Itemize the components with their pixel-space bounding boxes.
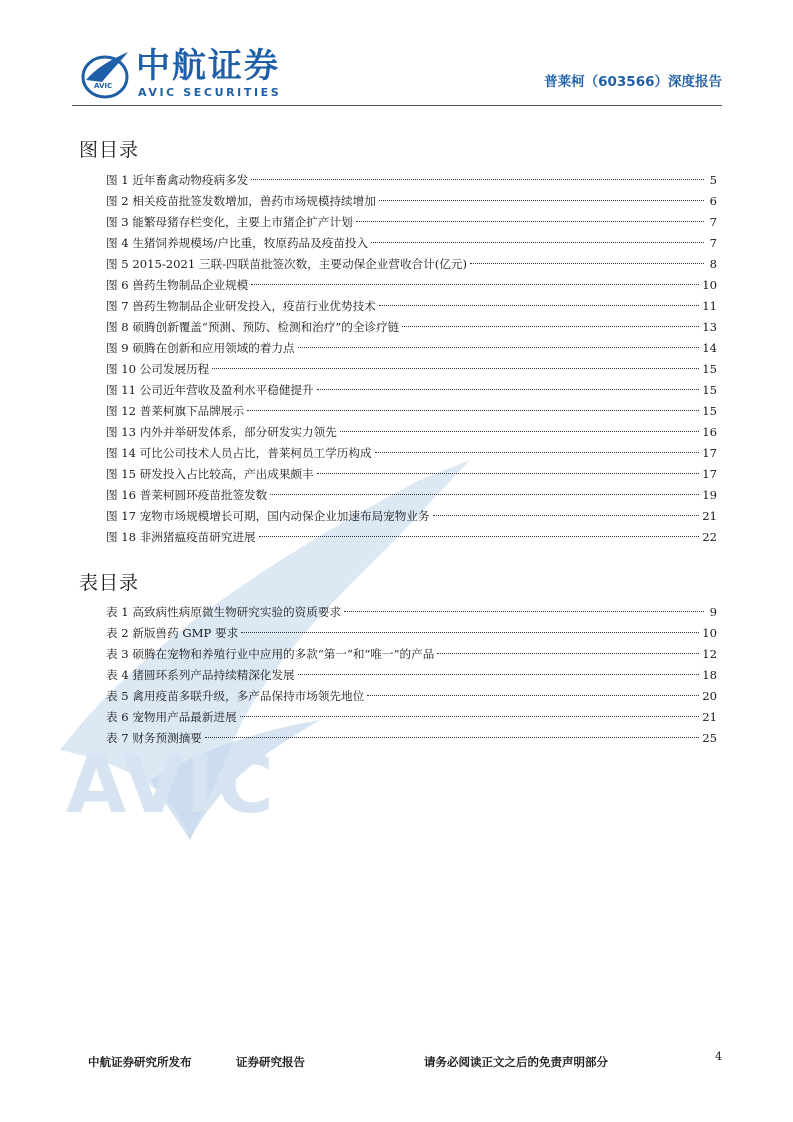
toc-entry-page: 5 [709, 173, 717, 187]
toc-entry-label: 表 1 高致病性病原微生物研究实验的资质要求 [106, 605, 342, 619]
toc-entry-label: 图 13 内外并举研发体系，部分研发实力领先 [106, 425, 337, 439]
toc-entry-label: 图 11 公司近年营收及盈利水平稳健提升 [106, 383, 314, 397]
toc-entry-label: 图 14 可比公司技术人员占比，普莱柯员工学历构成 [106, 446, 372, 460]
toc-entry[interactable] [106, 212, 717, 233]
logo-english-name: AVIC SECURITIES [138, 86, 282, 99]
toc-entry-page: 10 [702, 278, 717, 292]
toc-entry[interactable] [106, 170, 717, 191]
toc-dot-leader [402, 326, 699, 327]
toc-entry-label: 表 4 猪圆环系列产品持续精深化发展 [106, 668, 295, 682]
toc-dot-leader [433, 515, 700, 516]
toc-entry-label: 图 2 相关疫苗批签发数增加，兽药市场规模持续增加 [106, 194, 376, 208]
toc-dot-leader [375, 452, 700, 453]
toc-entry-page: 18 [702, 668, 717, 682]
toc-dot-leader [344, 611, 704, 612]
toc-entry-page: 8 [709, 257, 717, 271]
toc-dot-leader [298, 674, 700, 675]
toc-dot-leader [437, 653, 699, 654]
toc-dot-leader [251, 284, 699, 285]
toc-entry-page: 22 [702, 530, 717, 544]
toc-entry-page: 15 [702, 383, 717, 397]
toc-entry-page: 15 [702, 362, 717, 376]
toc-dot-leader [317, 473, 700, 474]
toc-entry-label: 图 9 硕腾在创新和应用领域的着力点 [106, 341, 295, 355]
toc-entry-label: 图 7 兽药生物制品企业研发投入，疫苗行业优势技术 [106, 299, 376, 313]
toc-entry[interactable] [106, 665, 717, 686]
toc-entry-page: 7 [709, 215, 717, 229]
toc-entry-page: 19 [702, 488, 717, 502]
avic-logo-icon [80, 50, 130, 100]
report-title: 普莱柯（603566）深度报告 [544, 74, 722, 90]
toc-entry-label: 图 10 公司发展历程 [106, 362, 210, 376]
toc-entry-page: 14 [702, 341, 717, 355]
toc-dot-leader [259, 536, 700, 537]
toc-entry[interactable] [106, 401, 717, 422]
toc-entry-label: 表 2 新版兽药 GMP 要求 [106, 626, 239, 640]
toc-entry[interactable] [106, 506, 717, 527]
toc-dot-leader [371, 242, 704, 243]
toc-entry-label: 图 3 能繁母猪存栏变化，主要上市猪企扩产计划 [106, 215, 353, 229]
toc-entry-label: 图 4 生猪饲养规模场/户比重，牧原药品及疫苗投入 [106, 236, 369, 250]
toc-entry-page: 13 [702, 320, 717, 334]
toc-entry[interactable] [106, 233, 717, 254]
toc-dot-leader [251, 179, 704, 180]
toc-entry-label: 表 5 禽用疫苗多联升级，多产品保持市场领先地位 [106, 689, 365, 703]
tables-toc-list [106, 602, 717, 749]
toc-entry[interactable] [106, 443, 717, 464]
toc-entry-label: 表 3 硕腾在宠物和养殖行业中应用的多款“第一”和“唯一”的产品 [106, 647, 435, 661]
toc-entry-label: 图 5 2015-2021 三联-四联苗批签次数，主要动保企业营收合计(亿元) [106, 257, 467, 271]
toc-dot-leader [379, 200, 704, 201]
toc-entry[interactable] [106, 317, 717, 338]
toc-entry[interactable] [106, 338, 717, 359]
toc-dot-leader [247, 410, 699, 411]
toc-entry[interactable] [106, 191, 717, 212]
toc-dot-leader [205, 737, 699, 738]
toc-entry-label: 图 8 硕腾创新覆盖“预测、预防、检测和治疗”的全诊疗链 [106, 320, 400, 334]
toc-entry-page: 17 [702, 467, 717, 481]
toc-entry-label: 图 1 近年畜禽动物疫病多发 [106, 173, 249, 187]
toc-dot-leader [212, 368, 699, 369]
toc-entry-label: 图 15 研发投入占比较高，产出成果颇丰 [106, 467, 314, 481]
toc-entry[interactable] [106, 602, 717, 623]
page-footer [72, 1050, 722, 1070]
toc-entry[interactable] [106, 254, 717, 275]
toc-dot-leader [241, 632, 699, 633]
toc-entry-label: 表 6 宠物用产品最新进展 [106, 710, 237, 724]
toc-entry[interactable] [106, 275, 717, 296]
figures-toc-title: 图目录 [79, 139, 140, 161]
toc-entry-page: 6 [709, 194, 717, 208]
page-number: 4 [715, 1050, 722, 1063]
toc-dot-leader [240, 716, 700, 717]
toc-entry[interactable] [106, 707, 717, 728]
toc-entry-label: 图 16 普莱柯圆环疫苗批签发数 [106, 488, 268, 502]
header-divider [72, 105, 722, 106]
toc-entry-page: 21 [702, 509, 717, 523]
page-header [72, 46, 722, 102]
logo-badge-text: AVIC [94, 82, 113, 90]
toc-entry-page: 12 [702, 647, 717, 661]
toc-entry-label: 表 7 财务预测摘要 [106, 731, 202, 745]
watermark-text: AVIC [66, 741, 276, 831]
toc-dot-leader [317, 389, 700, 390]
toc-entry[interactable] [106, 527, 717, 548]
footer-disclaimer: 请务必阅读正文之后的免责声明部分 [424, 1055, 608, 1069]
toc-entry[interactable] [106, 296, 717, 317]
toc-entry[interactable] [106, 644, 717, 665]
figures-toc-list [106, 170, 717, 548]
toc-dot-leader [367, 695, 699, 696]
toc-dot-leader [298, 347, 700, 348]
toc-dot-leader [270, 494, 699, 495]
toc-entry[interactable] [106, 623, 717, 644]
toc-entry-page: 10 [702, 626, 717, 640]
toc-entry-label: 图 17 宠物市场规模增长可期，国内动保企业加速布局宠物业务 [106, 509, 430, 523]
toc-dot-leader [379, 305, 699, 306]
toc-entry-page: 9 [709, 605, 717, 619]
toc-entry-page: 16 [702, 425, 717, 439]
toc-entry[interactable] [106, 359, 717, 380]
toc-entry-label: 图 12 普莱柯旗下品牌展示 [106, 404, 245, 418]
toc-entry[interactable] [106, 464, 717, 485]
toc-entry[interactable] [106, 686, 717, 707]
toc-entry[interactable] [106, 380, 717, 401]
toc-entry-label: 图 18 非洲猪瘟疫苗研究进展 [106, 530, 256, 544]
toc-entry-page: 21 [702, 710, 717, 724]
toc-entry-page: 20 [702, 689, 717, 703]
toc-dot-leader [340, 431, 699, 432]
toc-entry-page: 15 [702, 404, 717, 418]
footer-publisher: 中航证券研究所发布 [88, 1055, 192, 1069]
toc-entry[interactable] [106, 422, 717, 443]
footer-doc-type: 证券研究报告 [236, 1055, 305, 1069]
toc-dot-leader [470, 263, 704, 264]
toc-entry-page: 7 [709, 236, 717, 250]
toc-entry-page: 11 [702, 299, 717, 313]
tables-toc-title: 表目录 [79, 572, 140, 594]
toc-entry[interactable] [106, 728, 717, 749]
toc-dot-leader [356, 221, 704, 222]
logo-chinese-name: 中航证券 [136, 46, 280, 86]
toc-entry-page: 17 [702, 446, 717, 460]
toc-entry[interactable] [106, 485, 717, 506]
toc-entry-label: 图 6 兽药生物制品企业规模 [106, 278, 249, 292]
toc-entry-page: 25 [702, 731, 717, 745]
